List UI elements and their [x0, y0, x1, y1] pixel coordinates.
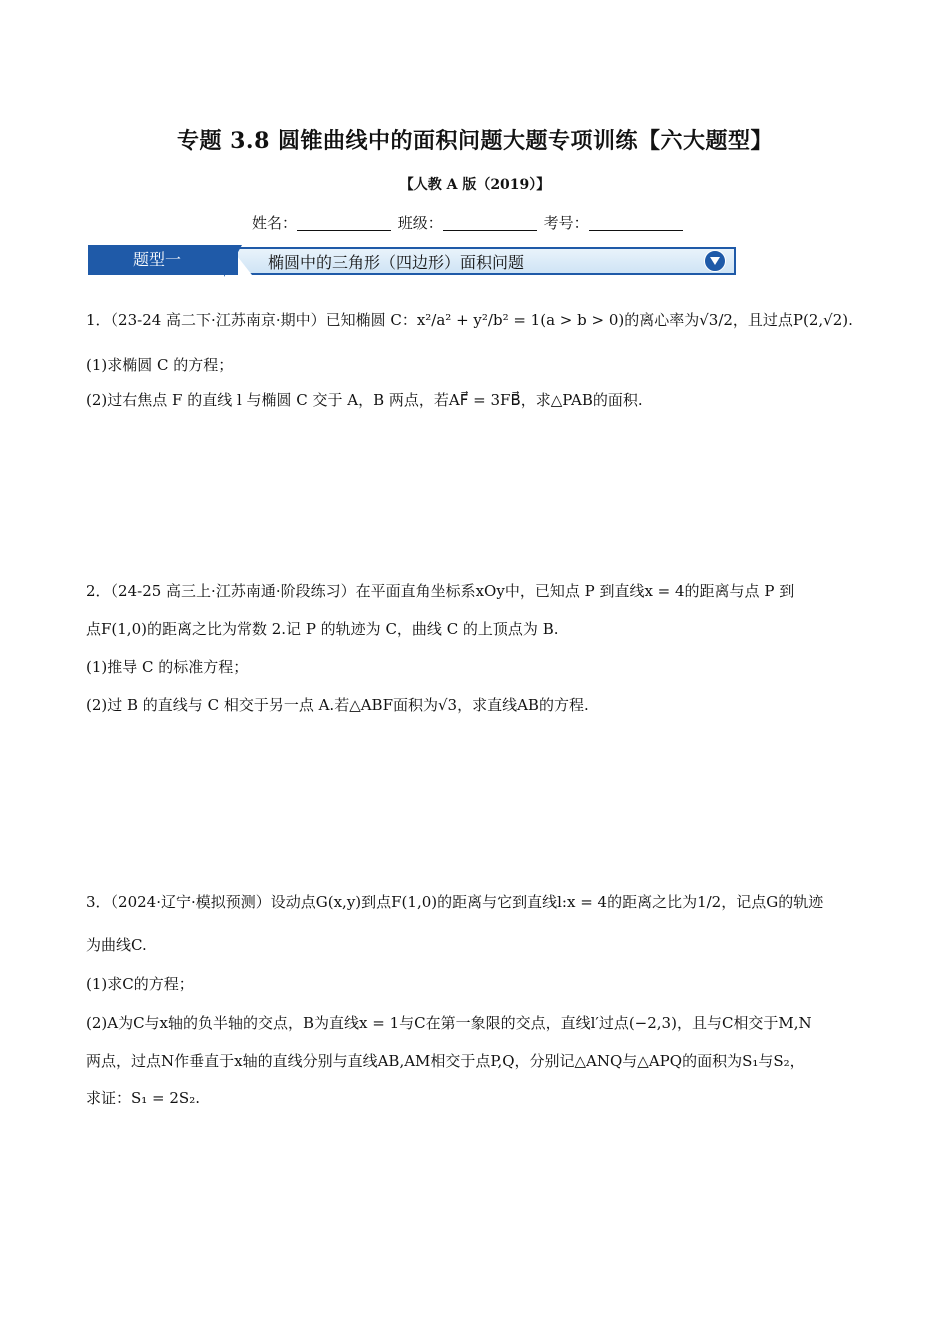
q3-stem-line1: 3．（2024·辽宁·模拟预测）设动点G(x,y)到点F(1,0)的距离与它到直线l:x = 4的距离之比为1/2，记点G的轨迹: [86, 893, 824, 911]
q2-stem-line2: 点F(1,0)的距离之比为常数 2.记 P 的轨迹为 C，曲线 C 的上顶点为 B.: [86, 620, 559, 638]
q3-stem-line2: 为曲线C.: [86, 936, 147, 954]
q3-part2-line3: 求证：S₁ = 2S₂.: [86, 1089, 200, 1107]
section-tag: 题型一: [88, 245, 238, 275]
q3-part2-line2: 两点，过点N作垂直于x轴的直线分别与直线AB,AM相交于点P,Q，分别记△ANQ与△APQ的面积为S₁与S₂，: [86, 1052, 805, 1070]
name-blank[interactable]: [297, 215, 391, 231]
class-blank[interactable]: [443, 215, 537, 231]
section-banner: [88, 245, 736, 279]
section-tag-slant: [224, 245, 242, 277]
section-title: 椭圆中的三角形（四边形）面积问题: [268, 253, 525, 272]
edition-subtitle: 【人教 A 版（2019）】: [399, 177, 551, 193]
q3-part2-line1: (2)A为C与x轴的负半轴的交点，B为直线x = 1与C在第一象限的交点，直线l′过点(−2,3)，且与C相交于M,N: [86, 1014, 812, 1032]
student-info-row: [252, 212, 685, 233]
page-title: 专题 3.8 圆锥曲线中的面积问题大题专项训练【六大题型】: [176, 128, 774, 154]
chevron-down-icon[interactable]: [704, 250, 726, 272]
name-label: 姓名：: [252, 214, 298, 232]
exam-number-blank[interactable]: [589, 215, 683, 231]
q1-stem: 1．（23-24 高二下·江苏南京·期中）已知椭圆 C：x²/a² + y²/b² = 1(a > b > 0)的离心率为√3/2，且过点P(2,√2).: [86, 311, 853, 329]
class-label: 班级：: [397, 214, 443, 232]
q2-part1: (1)推导 C 的标准方程；: [86, 658, 249, 676]
q1-part1: (1)求椭圆 C 的方程；: [86, 356, 234, 374]
q2-part2: (2)过 B 的直线与 C 相交于另一点 A.若△ABF面积为√3，求直线AB的方程.: [86, 696, 589, 714]
q1-part2: (2)过右焦点 F 的直线 l 与椭圆 C 交于 A，B 两点，若AF⃗ = 3FB⃗，求△PAB的面积.: [86, 391, 643, 409]
q2-stem-line1: 2．（24-25 高三上·江苏南通·阶段练习）在平面直角坐标系xOy中，已知点 P 到直线x = 4的距离与点 P 到: [86, 582, 795, 600]
exam-number-label: 考号：: [543, 214, 589, 232]
q3-part1: (1)求C的方程；: [86, 975, 194, 993]
